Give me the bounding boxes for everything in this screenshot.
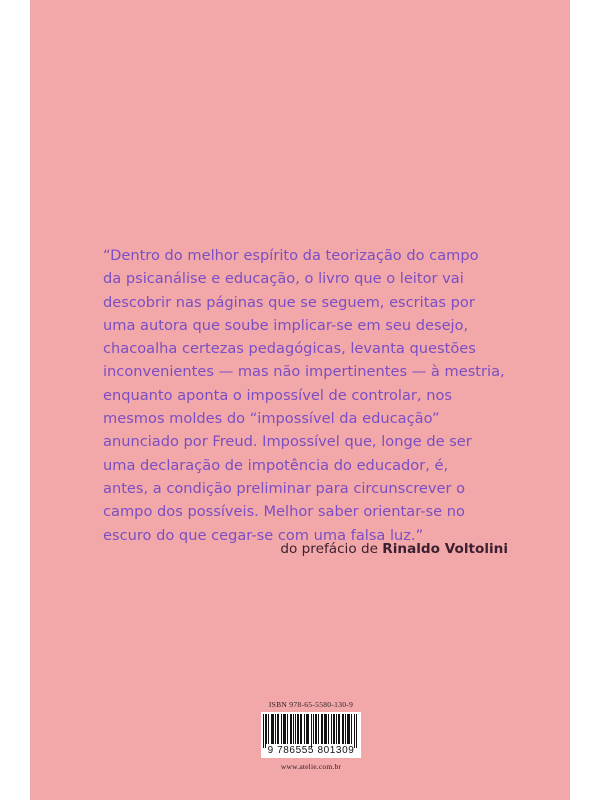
publisher-website: www.atelie.com.br [280, 762, 342, 771]
barcode-bar [342, 714, 343, 744]
barcode-bar [331, 714, 332, 744]
barcode-bar [287, 714, 288, 744]
barcode-bars [263, 714, 359, 748]
isbn-label: ISBN 978-65-5580-130-9 [268, 700, 354, 709]
barcode-bar [273, 714, 274, 744]
quote-attribution [280, 541, 508, 557]
barcode-bar [290, 714, 291, 744]
quote-line: escuro do que cegar-se com uma falsa luz.” [103, 526, 424, 544]
barcode-bar [291, 714, 292, 744]
barcode-bar [293, 714, 294, 744]
barcode-bar [278, 714, 279, 744]
barcode-digits: 9 786555 801309 [267, 745, 355, 756]
barcode-bar [272, 714, 273, 744]
barcode-bar [284, 714, 285, 744]
barcode-bar [263, 714, 264, 748]
barcode-bar [325, 714, 326, 744]
barcode-bar [351, 714, 352, 744]
barcode-bar [345, 714, 346, 744]
quote-line: descobrir nas páginas que se seguem, escritas por [103, 293, 475, 311]
barcode-bar [297, 714, 298, 744]
barcode-bar [283, 714, 284, 744]
quote-line: da psicanálise e educação, o livro que o leitor vai [103, 270, 464, 288]
barcode-bar [354, 714, 355, 748]
attribution-author: Rinaldo Voltolini [382, 541, 508, 557]
barcode-bar [315, 714, 316, 744]
barcode-bar [347, 714, 348, 744]
barcode [255, 712, 367, 758]
barcode-bar [307, 714, 308, 744]
barcode-bar [298, 714, 299, 744]
attribution-prefix: do prefácio de [280, 541, 378, 557]
quote-line: mesmos moldes do “impossível da educação” [103, 410, 440, 428]
barcode-bar [304, 714, 305, 744]
barcode-bar [285, 714, 286, 744]
barcode-bar [334, 714, 335, 744]
quote-line: campo dos possíveis. Melhor saber orientar-se no [103, 503, 465, 521]
barcode-bar [295, 714, 296, 744]
barcode-bar [268, 714, 269, 744]
barcode-bar [281, 714, 282, 744]
quote-line: chacoalha certezas pedagógicas, levanta questões [103, 340, 476, 358]
barcode-bar [316, 714, 317, 744]
barcode-bar [275, 714, 276, 744]
barcode-bar [338, 714, 339, 744]
barcode-bar [306, 714, 307, 744]
quote-line: inconvenientes — mas não impertinentes — à mestria, [103, 363, 505, 381]
barcode-bar [308, 714, 309, 744]
barcode-bar [349, 714, 350, 744]
quote-line: enquanto aponta o impossível de controlar, nos [103, 386, 452, 404]
barcode-bar [321, 714, 322, 744]
quote-line: antes, a condição preliminar para circunscrever o [103, 479, 466, 497]
barcode-bar [326, 714, 327, 744]
barcode-bar [356, 714, 357, 748]
barcode-bar [343, 714, 344, 744]
back-cover-quote [103, 244, 533, 547]
barcode-bar [324, 714, 325, 744]
barcode-bar [339, 714, 340, 744]
barcode-bar [313, 714, 314, 744]
isbn-block [255, 700, 367, 771]
quote-line: uma declaração de impotência do educador, é, [103, 456, 449, 474]
barcode-bar [271, 714, 272, 744]
barcode-bar [266, 714, 267, 744]
quote-line: anunciado por Freud. Impossível que, longe de ser [103, 433, 472, 451]
barcode-bar [322, 714, 323, 744]
barcode-bar [265, 714, 266, 748]
quote-line: uma autora que soube implicar-se em seu desejo, [103, 316, 469, 334]
barcode-bar [311, 714, 312, 748]
quote-line: “Dentro do melhor espírito da teorização do campo [103, 247, 479, 264]
barcode-bar [277, 714, 278, 744]
barcode-bar [348, 714, 349, 744]
barcode-bar [300, 714, 301, 744]
barcode-bar [318, 714, 319, 744]
barcode-bar [336, 714, 337, 744]
barcode-bar [301, 714, 302, 744]
barcode-bar [333, 714, 334, 744]
barcode-bar [328, 714, 329, 744]
